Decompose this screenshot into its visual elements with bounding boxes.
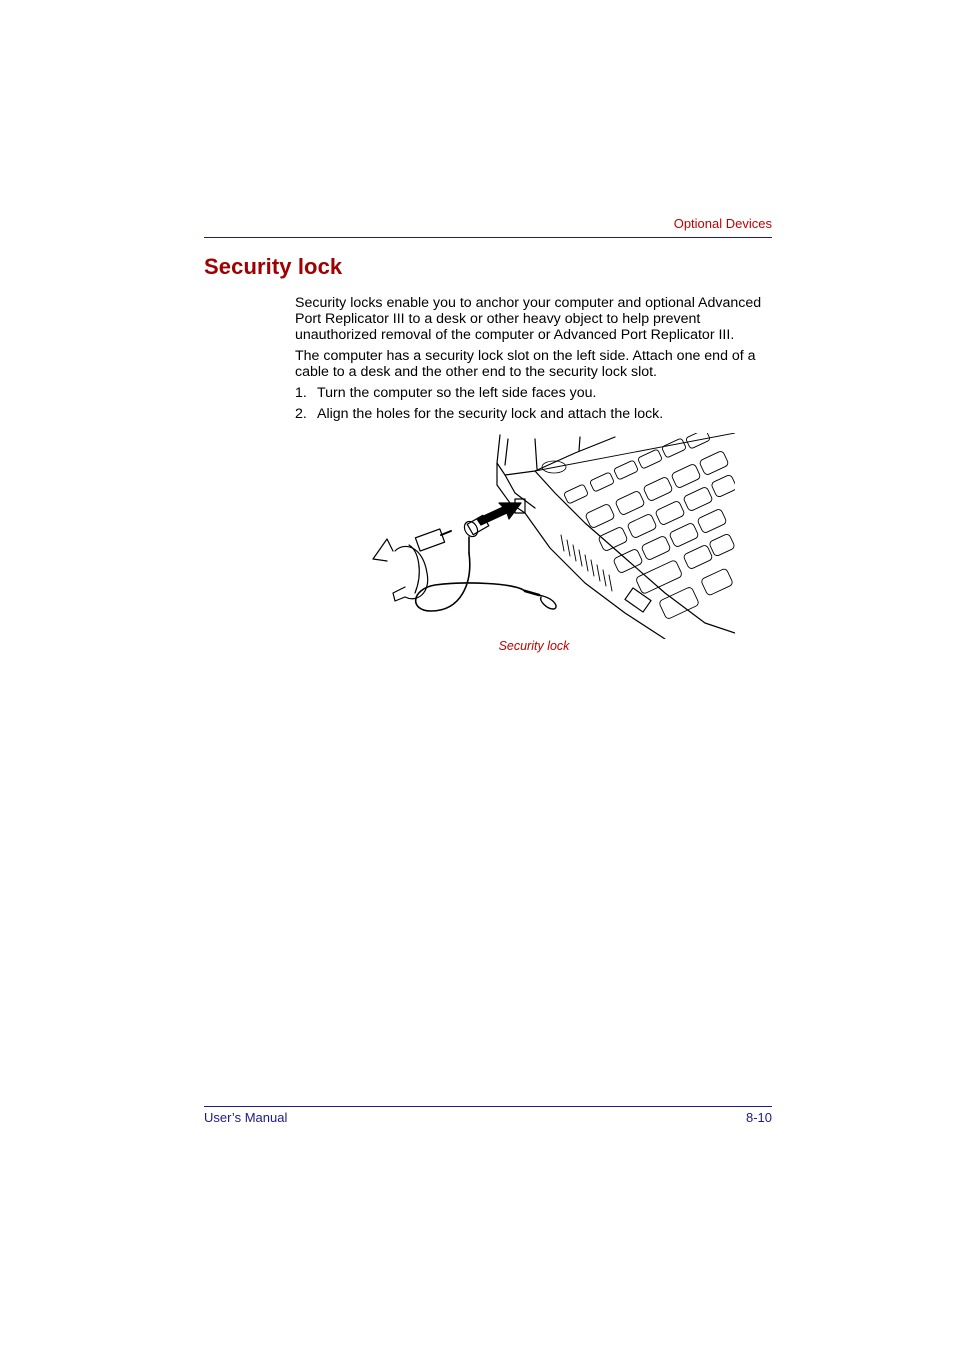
list-item <box>295 406 663 422</box>
page-number: 8-10 <box>745 1110 772 1125</box>
running-header: Optional Devices <box>673 216 772 231</box>
insert-arrow-icon <box>477 503 521 525</box>
step-number: 2. <box>295 406 307 422</box>
step-number: 1. <box>295 385 307 401</box>
cable-icon <box>416 553 556 611</box>
page-title: Security lock <box>204 254 343 279</box>
security-lock-illustration <box>365 433 735 639</box>
header-rule <box>204 237 772 238</box>
footer-rule <box>204 1106 772 1107</box>
step-text: Align the holes for the security lock and attach the lock. <box>317 406 664 422</box>
figure-caption: Security lock <box>498 639 570 653</box>
footer-manual-title: User’s Manual <box>204 1110 288 1125</box>
step-text: Turn the computer so the left side faces you. <box>317 385 597 401</box>
list-item <box>295 385 596 401</box>
key-icon <box>415 529 451 551</box>
laptop-icon <box>497 433 735 639</box>
intro-paragraph: Security locks enable you to anchor your computer and optional Advanced Port Replicator III to a desk or other heavy object to help prevent unauthorized removal of the computer or Advanced Port Replicator III. <box>295 295 762 343</box>
slot-paragraph: The computer has a security lock slot on the left side. Attach one end of a cable to a desk and the other end to the security lock slot. <box>295 348 756 380</box>
